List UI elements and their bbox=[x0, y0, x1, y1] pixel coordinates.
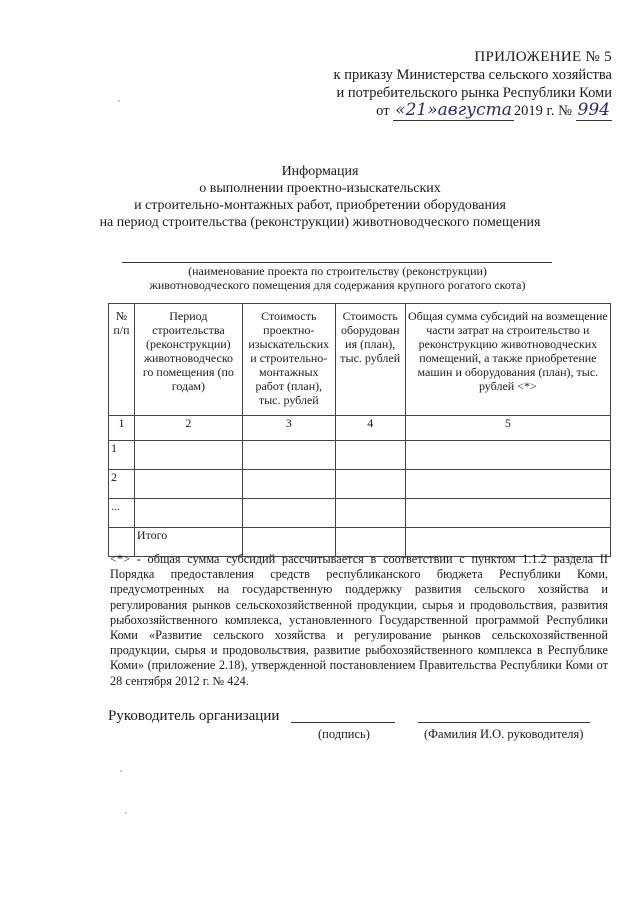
scan-speck bbox=[120, 770, 122, 772]
title-line-2: о выполнении проектно-изыскательских bbox=[199, 181, 441, 196]
subsidy-table bbox=[108, 303, 611, 557]
order-reference-line-2: и потребительского рынка Республики Коми bbox=[336, 85, 612, 101]
document-title bbox=[0, 163, 640, 231]
name-caption: (Фамилия И.О. руководителя) bbox=[424, 727, 584, 741]
row-label bbox=[134, 441, 242, 470]
column-number: 5 bbox=[405, 416, 610, 441]
name-line bbox=[418, 722, 590, 723]
footnote: <*> - общая сумма субсидий рассчитывается в соответствии с пунктом 1.1.2 раздела II Порядка предоставления средств республиканского бюджета Республики Коми, предусмотренных на государственную поддержку развития сельского хозяйства и регулирования рынков сельскохозяйственной продукции, сырья и продовольствия, развития рыбохозяйственного комплекса, установленного Государственной программой Республики Коми «Развитие сельского хозяйства и регулирование рынков сельскохозяйственной продукции, сырья и продовольствия, развитие рыбохозяйственного комплекса в Республике Коми» (приложение 2.18), утвержденной постановлением Правительства Республики Коми от 28 сентября 2012 г. № 424. bbox=[110, 552, 608, 688]
table-row bbox=[109, 441, 611, 470]
table-row bbox=[109, 499, 611, 528]
header-cell-period: Период строительства (реконструкции) животноводческо го помещения (по годам) bbox=[134, 304, 242, 416]
project-name-underline bbox=[122, 262, 552, 263]
header-cell-equipment-cost: Стоимость оборудован ия (план), тыс. рублей bbox=[335, 304, 405, 416]
signature-line bbox=[291, 722, 395, 723]
table-header-row bbox=[109, 304, 611, 416]
signature-label: Руководитель организации bbox=[108, 708, 280, 724]
appendix-title: ПРИЛОЖЕНИЕ № 5 bbox=[474, 49, 612, 65]
order-reference-line-1: к приказу Министерства сельского хозяйства bbox=[333, 67, 612, 83]
column-number: 1 bbox=[109, 416, 135, 441]
table-row bbox=[109, 470, 611, 499]
signature-caption: (подпись) bbox=[318, 727, 370, 741]
header-cell-subsidy-total: Общая сумма субсидий на возмещение части затрат на строительство и реконструкцию животноводческих помещений, а также приобретение машин и оборудования (план), тыс. рублей <*> bbox=[405, 304, 610, 416]
date-year: 2019 г. № bbox=[513, 103, 572, 119]
column-number-row bbox=[109, 416, 611, 441]
row-label bbox=[134, 470, 242, 499]
date-prefix: от bbox=[376, 103, 390, 119]
scan-speck bbox=[118, 100, 120, 102]
header-cell-works-cost: Стоимость проектно-изыскательских и строительно-монтажных работ (план), тыс. рублей bbox=[242, 304, 335, 416]
title-line-3: и строительно-монтажных работ, приобретении оборудования bbox=[134, 198, 506, 213]
row-label-total: Итого bbox=[134, 528, 242, 557]
scan-speck bbox=[125, 812, 127, 814]
column-number: 4 bbox=[335, 416, 405, 441]
column-number: 3 bbox=[242, 416, 335, 441]
column-number: 2 bbox=[134, 416, 242, 441]
row-number: ... bbox=[109, 499, 135, 528]
project-name-caption: (наименование проекта по строительству (реконструкции) животноводческого помещения для содержания крупного рогатого скота) bbox=[149, 264, 526, 292]
order-date-line bbox=[376, 101, 612, 120]
header-cell-number: № п/п bbox=[109, 304, 135, 416]
row-number: 2 bbox=[109, 470, 135, 499]
title-line-4: на период строительства (реконструкции) животноводческого помещения bbox=[99, 215, 541, 230]
handwritten-order-number: 994 bbox=[577, 100, 610, 120]
title-line-1: Информация bbox=[281, 164, 359, 179]
handwritten-day: «21»августа bbox=[395, 100, 512, 120]
row-number: 1 bbox=[109, 441, 135, 470]
row-label bbox=[134, 499, 242, 528]
